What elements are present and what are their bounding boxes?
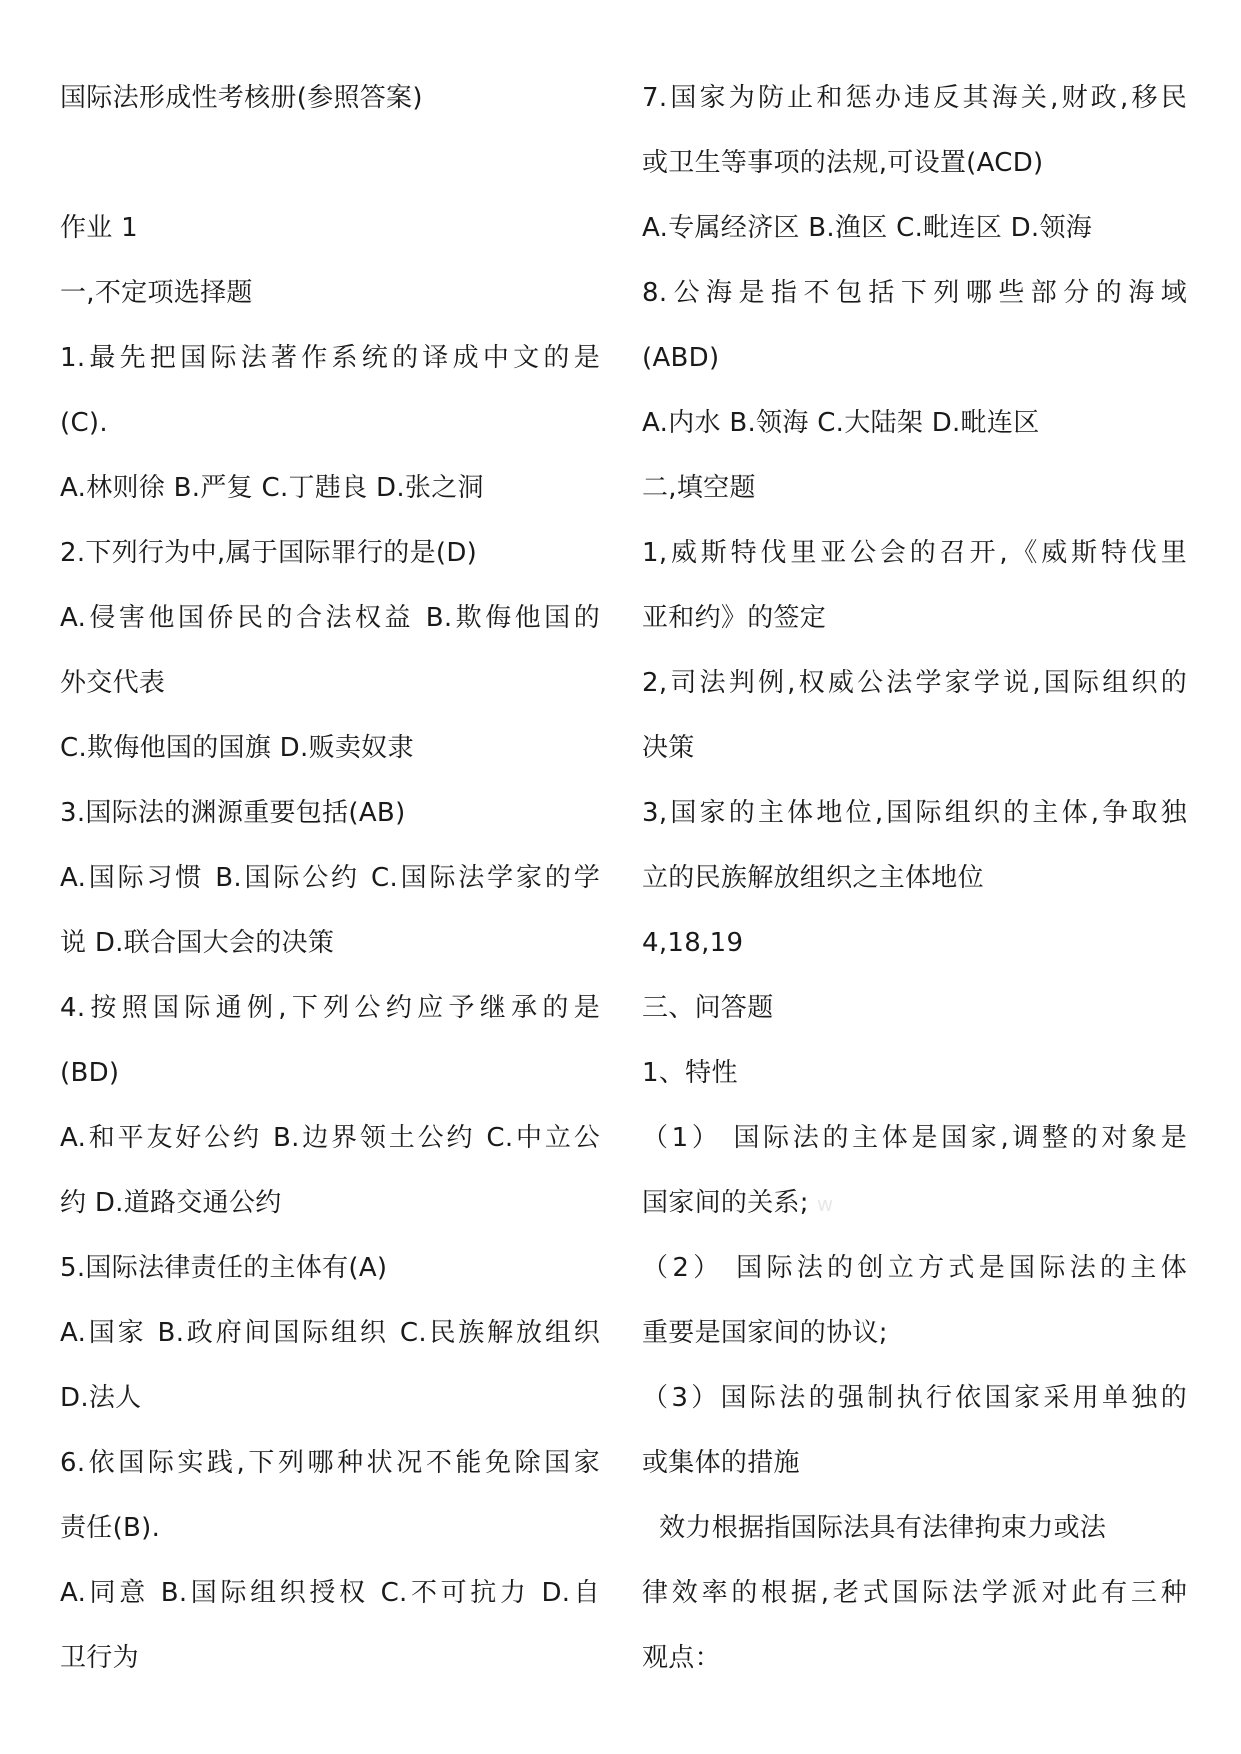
question-6-answer: 责任(B). bbox=[60, 1513, 161, 1543]
qa-effect-basis-cont: 律效率的根据,老式国际法学派对此有三种 bbox=[642, 1578, 1187, 1608]
question-3: 3.国际法的渊源重要包括(AB) bbox=[60, 798, 406, 828]
blank-line bbox=[60, 131, 600, 196]
question-8: 8.公海是指不包括下列哪些部分的海域 bbox=[642, 278, 1187, 308]
fill-blank-1: 1,威斯特伐里亚公会的召开,《威斯特伐里 bbox=[642, 538, 1187, 568]
question-4-options: A.和平友好公约 B.边界领土公约 C.中立公 bbox=[60, 1123, 600, 1153]
qa-1-point-1-cont-text: 国家间的关系; bbox=[642, 1188, 809, 1218]
question-5-options: A.国家 B.政府间国际组织 C.民族解放组织 bbox=[60, 1318, 600, 1348]
qa-1-point-3: （3）国际法的强制执行依国家采用单独的 bbox=[642, 1383, 1187, 1413]
question-6-options-cont: 卫行为 bbox=[60, 1643, 139, 1673]
question-2-options: A.侵害他国侨民的合法权益 B.欺侮他国的 bbox=[60, 603, 600, 633]
qa-1-heading: 1、特性 bbox=[642, 1058, 738, 1088]
question-7: 7.国家为防止和惩办违反其海关,财政,移民 bbox=[642, 83, 1187, 113]
question-4-options-cont: 约 D.道路交通公约 bbox=[60, 1188, 282, 1218]
question-4-answer: (BD) bbox=[60, 1058, 120, 1088]
assignment-heading: 作业 1 bbox=[60, 213, 139, 243]
question-1-options: A.林则徐 B.严复 C.丁韪良 D.张之洞 bbox=[60, 473, 484, 503]
question-6-options: A.同意 B.国际组织授权 C.不可抗力 D.自 bbox=[60, 1578, 600, 1608]
fill-blank-2-cont: 决策 bbox=[642, 733, 695, 763]
left-column bbox=[60, 66, 600, 1691]
section-heading-choice: 一,不定项选择题 bbox=[60, 278, 253, 308]
question-5: 5.国际法律责任的主体有(A) bbox=[60, 1253, 388, 1283]
qa-1-point-2: （2） 国际法的创立方式是国际法的主体 bbox=[642, 1253, 1187, 1283]
fill-blank-3: 3,国家的主体地位,国际组织的主体,争取独 bbox=[642, 798, 1187, 828]
qa-1-point-1: （1） 国际法的主体是国家,调整的对象是 bbox=[642, 1123, 1187, 1153]
question-7-cont: 或卫生等事项的法规,可设置(ACD) bbox=[642, 148, 1044, 178]
question-2: 2.下列行为中,属于国际罪行的是(D) bbox=[60, 538, 478, 568]
watermark-mark: w bbox=[816, 1192, 834, 1216]
question-2-options-cont: 外交代表 bbox=[60, 668, 166, 698]
question-5-options-cont: D.法人 bbox=[60, 1383, 142, 1413]
fill-blank-4: 4,18,19 bbox=[642, 928, 744, 958]
qa-1-point-2-cont: 重要是国家间的协议; bbox=[642, 1318, 888, 1348]
fill-blank-3-cont: 立的民族解放组织之主体地位 bbox=[642, 863, 984, 893]
question-6: 6.依国际实践,下列哪种状况不能免除国家 bbox=[60, 1448, 600, 1478]
fill-blank-1-cont: 亚和约》的签定 bbox=[642, 603, 827, 633]
fill-blank-2: 2,司法判例,权威公法学家学说,国际组织的 bbox=[642, 668, 1187, 698]
qa-effect-basis: 效力根据指国际法具有法律拘束力或法 bbox=[642, 1513, 1107, 1543]
document-title: 国际法形成性考核册(参照答案) bbox=[60, 83, 423, 113]
qa-effect-basis-cont: 观点： bbox=[642, 1643, 721, 1673]
question-3-options: A.国际习惯 B.国际公约 C.国际法学家的学 bbox=[60, 863, 600, 893]
question-1: 1.最先把国际法著作系统的译成中文的是 bbox=[60, 343, 600, 373]
qa-1-point-1-cont bbox=[642, 1171, 1187, 1236]
qa-1-point-3-cont: 或集体的措施 bbox=[642, 1448, 800, 1478]
section-heading-fill-blank: 二,填空题 bbox=[642, 473, 756, 503]
question-8-options: A.内水 B.领海 C.大陆架 D.毗连区 bbox=[642, 408, 1040, 438]
right-column bbox=[642, 66, 1187, 1691]
section-heading-qa: 三、问答题 bbox=[642, 993, 774, 1023]
question-3-options-cont: 说 D.联合国大会的决策 bbox=[60, 928, 335, 958]
question-1-answer: (C). bbox=[60, 408, 108, 438]
question-7-options: A.专属经济区 B.渔区 C.毗连区 D.领海 bbox=[642, 213, 1093, 243]
question-8-answer: (ABD) bbox=[642, 343, 720, 373]
question-4: 4.按照国际通例,下列公约应予继承的是 bbox=[60, 993, 600, 1023]
question-2-options-cont: C.欺侮他国的国旗 D.贩卖奴隶 bbox=[60, 733, 414, 763]
